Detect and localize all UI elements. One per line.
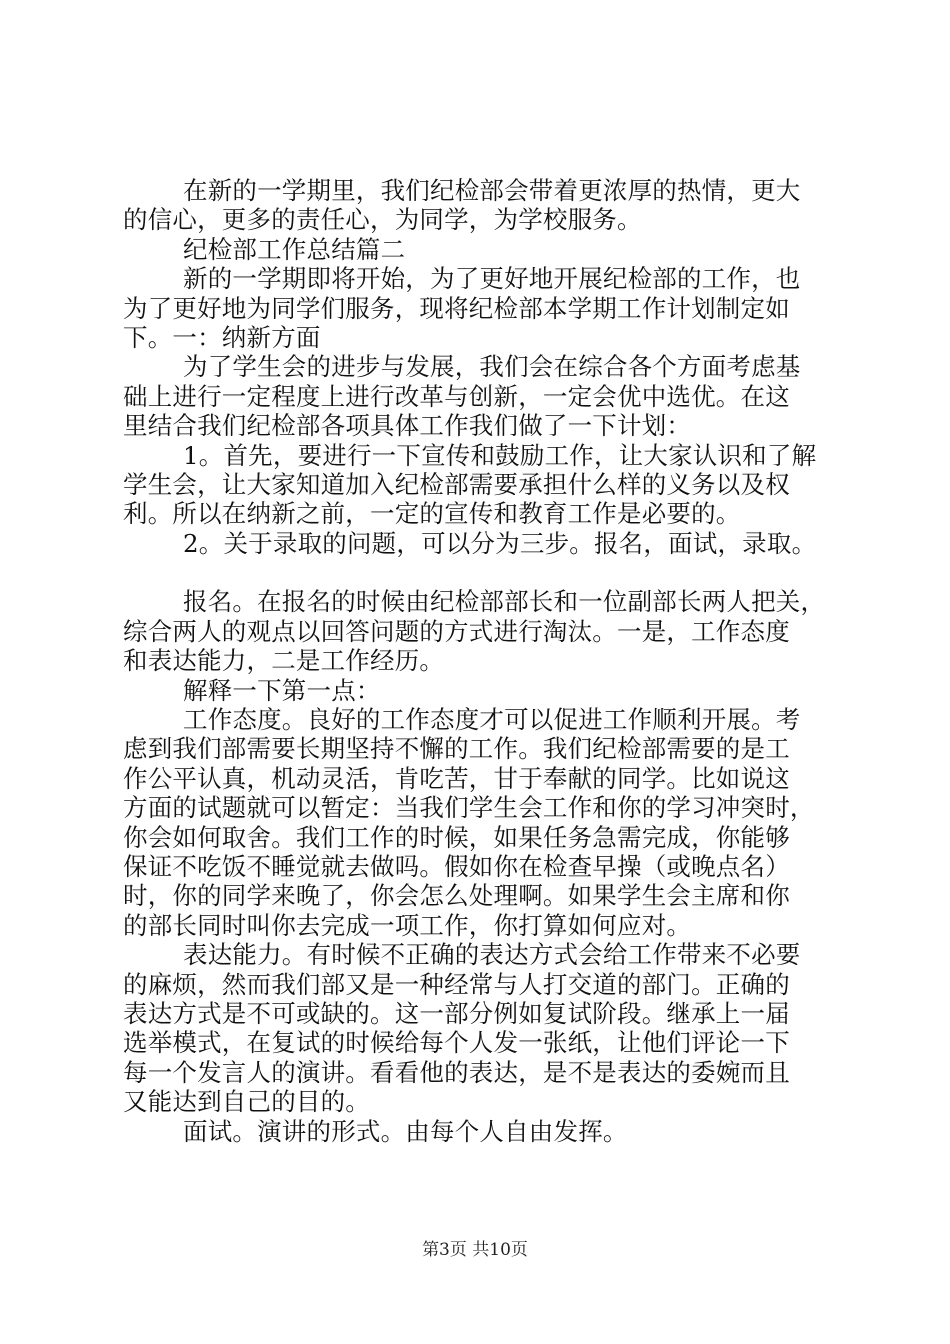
- paragraph-line: 础上进行一定程度上进行改革与创新，一定会优中选优。在这: [123, 381, 790, 411]
- paragraph-line: 下。一：纳新方面: [123, 322, 321, 352]
- document-body: [123, 176, 835, 1146]
- paragraph-line: 又能达到自己的目的。: [123, 1087, 370, 1117]
- page-number-footer: 第3页 共10页: [422, 1240, 528, 1260]
- paragraph-line: 和表达能力，二是工作经历。: [123, 646, 445, 676]
- paragraph-line: 综合两人的观点以回答问题的方式进行淘汰。一是，工作态度: [123, 616, 790, 646]
- paragraph-line: 2。关于录取的问题，可以分为三步。报名，面试，录取。: [183, 528, 817, 558]
- paragraph-line: 的信心，更多的责任心，为同学，为学校服务。: [123, 205, 642, 235]
- paragraph-line: 面试。演讲的形式。由每个人自由发挥。: [183, 1116, 628, 1146]
- paragraph-line: 你会如何取舍。我们工作的时候，如果任务急需完成，你能够: [123, 822, 790, 852]
- paragraph-line: 的部长同时叫你去完成一项工作，你打算如何应对。: [123, 910, 692, 940]
- paragraph-line: 学生会，让大家知道加入纪检部需要承担什么样的义务以及权: [123, 469, 790, 499]
- paragraph-line: 的麻烦，然而我们部又是一种经常与人打交道的部门。正确的: [123, 969, 790, 999]
- paragraph-line: 新的一学期即将开始，为了更好地开展纪检部的工作，也: [183, 264, 801, 294]
- paragraph-gap: [123, 558, 835, 587]
- paragraph-line: 选举模式，在复试的时候给每个人发一张纸，让他们评论一下: [123, 1028, 790, 1058]
- paragraph-line: 利。所以在纳新之前，一定的宣传和教育工作是必要的。: [123, 499, 741, 529]
- paragraph-line: 作公平认真，机动灵活，肯吃苦，甘于奉献的同学。比如说这: [123, 763, 790, 793]
- section-heading: 纪检部工作总结篇二: [183, 234, 406, 264]
- paragraph-line: 表达能力。有时候不正确的表达方式会给工作带来不必要: [183, 940, 801, 970]
- paragraph-line: 在新的一学期里，我们纪检部会带着更浓厚的热情，更大: [183, 176, 801, 205]
- paragraph-line: 虑到我们部需要长期坚持不懈的工作。我们纪检部需要的是工: [123, 734, 790, 764]
- paragraph-line: 为了更好地为同学们服务，现将纪检部本学期工作计划制定如: [123, 293, 790, 323]
- paragraph-line: 方面的试题就可以暂定：当我们学生会工作和你的学习冲突时，: [123, 793, 815, 823]
- paragraph-line: 为了学生会的进步与发展，我们会在综合各个方面考虑基: [183, 352, 801, 382]
- paragraph-line: 表达方式是不可或缺的。这一部分例如复试阶段。继承上一届: [123, 998, 790, 1028]
- paragraph-line: 解释一下第一点：: [183, 675, 381, 705]
- paragraph-line: 1。首先，要进行一下宣传和鼓励工作，让大家认识和了解: [183, 440, 817, 470]
- paragraph-line: 里结合我们纪检部各项具体工作我们做了一下计划：: [123, 411, 692, 441]
- paragraph-line: 工作态度。良好的工作态度才可以促进工作顺利开展。考: [183, 705, 801, 735]
- paragraph-line: 报名。在报名的时候由纪检部部长和一位副部长两人把关，: [183, 587, 826, 617]
- paragraph-line: 每一个发言人的演讲。看看他的表达，是不是表达的委婉而且: [123, 1057, 790, 1087]
- paragraph-line: 保证不吃饭不睡觉就去做吗。假如你在检查早操（或晚点名）: [123, 851, 790, 881]
- paragraph-line: 时，你的同学来晚了，你会怎么处理啊。如果学生会主席和你: [123, 881, 790, 911]
